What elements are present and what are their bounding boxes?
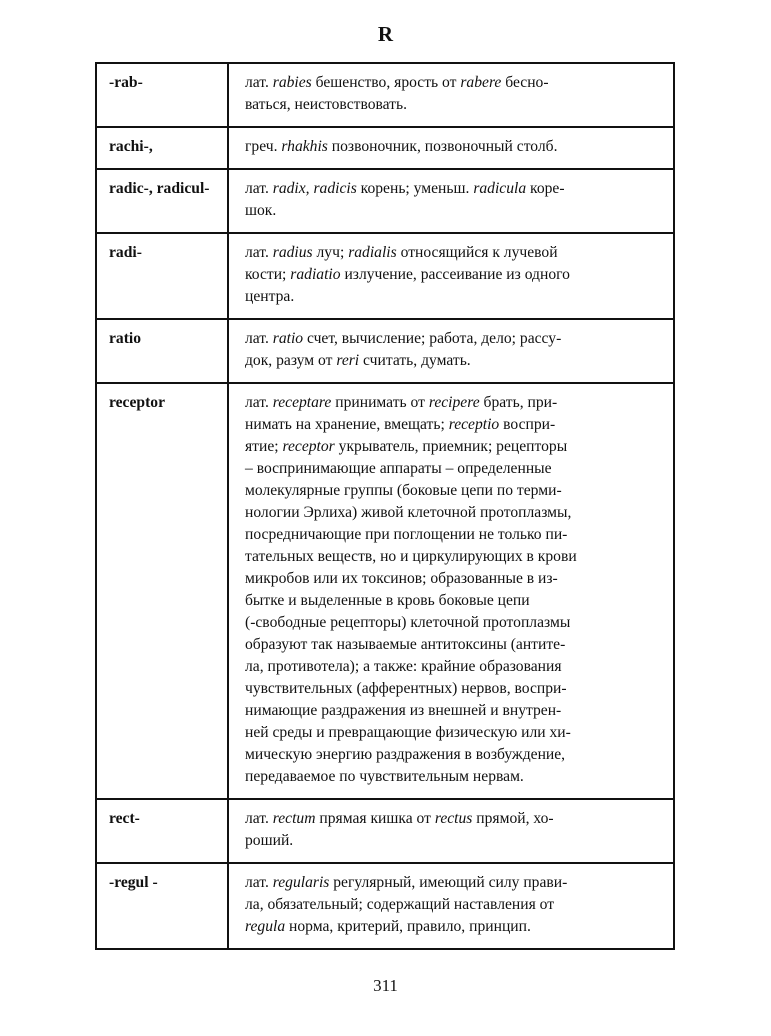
definition-line bbox=[245, 328, 657, 350]
definition-text: кости; bbox=[245, 266, 291, 283]
entry-term: receptor bbox=[96, 383, 228, 799]
definition-text: бытке и выделенные в кровь боковые цепи bbox=[245, 592, 530, 609]
definition-line bbox=[245, 350, 657, 372]
definition-text: микробов или их токсинов; образованные в из- bbox=[245, 570, 558, 587]
definition-text: передаваемое по чувствительным нервам. bbox=[245, 768, 524, 785]
entry-term: rachi-, bbox=[96, 127, 228, 169]
definition-line bbox=[245, 200, 657, 222]
entry-definition bbox=[228, 127, 674, 169]
definition-line bbox=[245, 286, 657, 308]
definition-line bbox=[245, 872, 657, 894]
definition-text: прямая кишка от bbox=[315, 810, 435, 827]
definition-text: ла, обязательный; содержащий наставления от bbox=[245, 896, 555, 913]
definition-line bbox=[245, 700, 657, 722]
definition-text: лат. bbox=[245, 74, 273, 91]
latin-term: radius bbox=[272, 244, 313, 261]
entry-definition bbox=[228, 383, 674, 799]
definition-text: коре- bbox=[526, 180, 565, 197]
definition-line bbox=[245, 568, 657, 590]
entry-term: ratio bbox=[96, 319, 228, 383]
latin-term: radiatio bbox=[290, 266, 341, 283]
definition-text: образуют так называемые антитоксины (антите- bbox=[245, 636, 566, 653]
definition-line bbox=[245, 916, 657, 938]
definition-line bbox=[245, 136, 657, 158]
latin-term: reri bbox=[336, 352, 360, 369]
entry-definition bbox=[228, 799, 674, 863]
latin-term: rectum bbox=[272, 810, 316, 827]
latin-term: radialis bbox=[348, 244, 397, 261]
definition-text: бесно- bbox=[501, 74, 549, 91]
definition-text: норма, критерий, правило, принцип. bbox=[285, 918, 531, 935]
page-letter-heading: R bbox=[377, 22, 394, 46]
definition-text: шок. bbox=[245, 202, 277, 219]
latin-term: rectus bbox=[434, 810, 473, 827]
entry-row bbox=[96, 127, 674, 169]
latin-term: receptio bbox=[448, 416, 500, 433]
entry-row bbox=[96, 63, 674, 127]
definition-text: роший. bbox=[245, 832, 294, 849]
entry-row bbox=[96, 233, 674, 319]
definition-text: брать, при- bbox=[479, 394, 558, 411]
definition-text: док, разум от bbox=[245, 352, 337, 369]
definition-text: лат. bbox=[245, 394, 273, 411]
definition-text: лат. bbox=[245, 810, 273, 827]
definition-text: ятие; bbox=[245, 438, 283, 455]
definition-line bbox=[245, 392, 657, 414]
definition-line bbox=[245, 634, 657, 656]
dictionary-table bbox=[95, 62, 675, 950]
entry-row bbox=[96, 799, 674, 863]
entry-definition bbox=[228, 233, 674, 319]
latin-term: rabere bbox=[460, 74, 502, 91]
definition-line bbox=[245, 242, 657, 264]
entry-definition bbox=[228, 169, 674, 233]
latin-term: receptor bbox=[282, 438, 335, 455]
entry-term: radi- bbox=[96, 233, 228, 319]
entry-row bbox=[96, 319, 674, 383]
definition-line bbox=[245, 656, 657, 678]
definition-text: излучение, рассеивание из одного bbox=[340, 266, 570, 283]
latin-term: rhakhis bbox=[281, 138, 328, 155]
definition-text: бешенство, ярость от bbox=[311, 74, 461, 91]
definition-text: лат. bbox=[245, 180, 273, 197]
definition-line bbox=[245, 458, 657, 480]
definition-text: нологии Эрлиха) живой клеточной протоплазмы, bbox=[245, 504, 572, 521]
latin-term: radicula bbox=[473, 180, 527, 197]
definition-text: ла, противотела); а также: крайние образования bbox=[245, 658, 562, 675]
definition-text: ваться, неистовствовать. bbox=[245, 96, 407, 113]
definition-text: прямой, хо- bbox=[472, 810, 554, 827]
definition-text: нимать на хранение, вмещать; bbox=[245, 416, 449, 433]
definition-text: (-свободные рецепторы) клеточной протоплазмы bbox=[245, 614, 571, 631]
entry-row bbox=[96, 169, 674, 233]
definition-text: чувствительных (афферентных) нервов, воспри- bbox=[245, 680, 567, 697]
entry-term: radic-, radicul- bbox=[96, 169, 228, 233]
latin-term: regula bbox=[245, 918, 286, 935]
latin-term: radix, radicis bbox=[272, 180, 357, 197]
definition-line bbox=[245, 264, 657, 286]
entry-term: -regul - bbox=[96, 863, 228, 949]
definition-line bbox=[245, 722, 657, 744]
definition-line bbox=[245, 766, 657, 788]
definition-line bbox=[245, 178, 657, 200]
definition-text: счет, вычисление; работа, дело; рассу- bbox=[303, 330, 562, 347]
definition-line bbox=[245, 480, 657, 502]
definition-line bbox=[245, 436, 657, 458]
definition-text: считать, думать. bbox=[359, 352, 471, 369]
definition-line bbox=[245, 546, 657, 568]
entry-row bbox=[96, 383, 674, 799]
page-number: 311 bbox=[373, 976, 398, 995]
definition-text: луч; bbox=[312, 244, 349, 261]
latin-term: receptare bbox=[272, 394, 332, 411]
definition-text: нимающие раздражения из внешней и внутрен- bbox=[245, 702, 562, 719]
definition-text: позвоночник, позвоночный столб. bbox=[327, 138, 558, 155]
entry-definition bbox=[228, 319, 674, 383]
definition-line bbox=[245, 524, 657, 546]
latin-term: rabies bbox=[272, 74, 312, 91]
definition-text: регулярный, имеющий силу прави- bbox=[329, 874, 568, 891]
definition-line bbox=[245, 894, 657, 916]
entry-definition bbox=[228, 63, 674, 127]
entry-definition bbox=[228, 863, 674, 949]
definition-text: лат. bbox=[245, 330, 273, 347]
definition-text: корень; уменьш. bbox=[356, 180, 474, 197]
definition-text: центра. bbox=[245, 288, 295, 305]
definition-line bbox=[245, 72, 657, 94]
latin-term: regularis bbox=[272, 874, 330, 891]
definition-text: лат. bbox=[245, 244, 273, 261]
entry-row bbox=[96, 863, 674, 949]
definition-text: молекулярные группы (боковые цепи по терми- bbox=[245, 482, 562, 499]
definition-text: посредничающие при поглощении не только пи- bbox=[245, 526, 568, 543]
definition-text: принимать от bbox=[331, 394, 429, 411]
definition-line bbox=[245, 808, 657, 830]
definition-text: ней среды и превращающие физическую или хи- bbox=[245, 724, 571, 741]
definition-text: лат. bbox=[245, 874, 273, 891]
entry-term: rect- bbox=[96, 799, 228, 863]
definition-text: греч. bbox=[245, 138, 282, 155]
definition-text: укрыватель, приемник; рецепторы bbox=[334, 438, 568, 455]
definition-line bbox=[245, 590, 657, 612]
definition-line bbox=[245, 414, 657, 436]
definition-text: воспри- bbox=[499, 416, 556, 433]
definition-text: мическую энергию раздражения в возбуждение, bbox=[245, 746, 566, 763]
definition-line bbox=[245, 94, 657, 116]
latin-term: ratio bbox=[272, 330, 304, 347]
definition-text: – воспринимающие аппараты – определенные bbox=[245, 460, 552, 477]
dictionary-table-body bbox=[96, 63, 674, 949]
definition-line bbox=[245, 744, 657, 766]
definition-line bbox=[245, 612, 657, 634]
entry-term: -rab- bbox=[96, 63, 228, 127]
definition-line bbox=[245, 502, 657, 524]
definition-line bbox=[245, 678, 657, 700]
definition-line bbox=[245, 830, 657, 852]
definition-text: относящийся к лучевой bbox=[396, 244, 558, 261]
definition-text: тательных веществ, но и циркулирующих в крови bbox=[245, 548, 577, 565]
latin-term: recipere bbox=[428, 394, 480, 411]
